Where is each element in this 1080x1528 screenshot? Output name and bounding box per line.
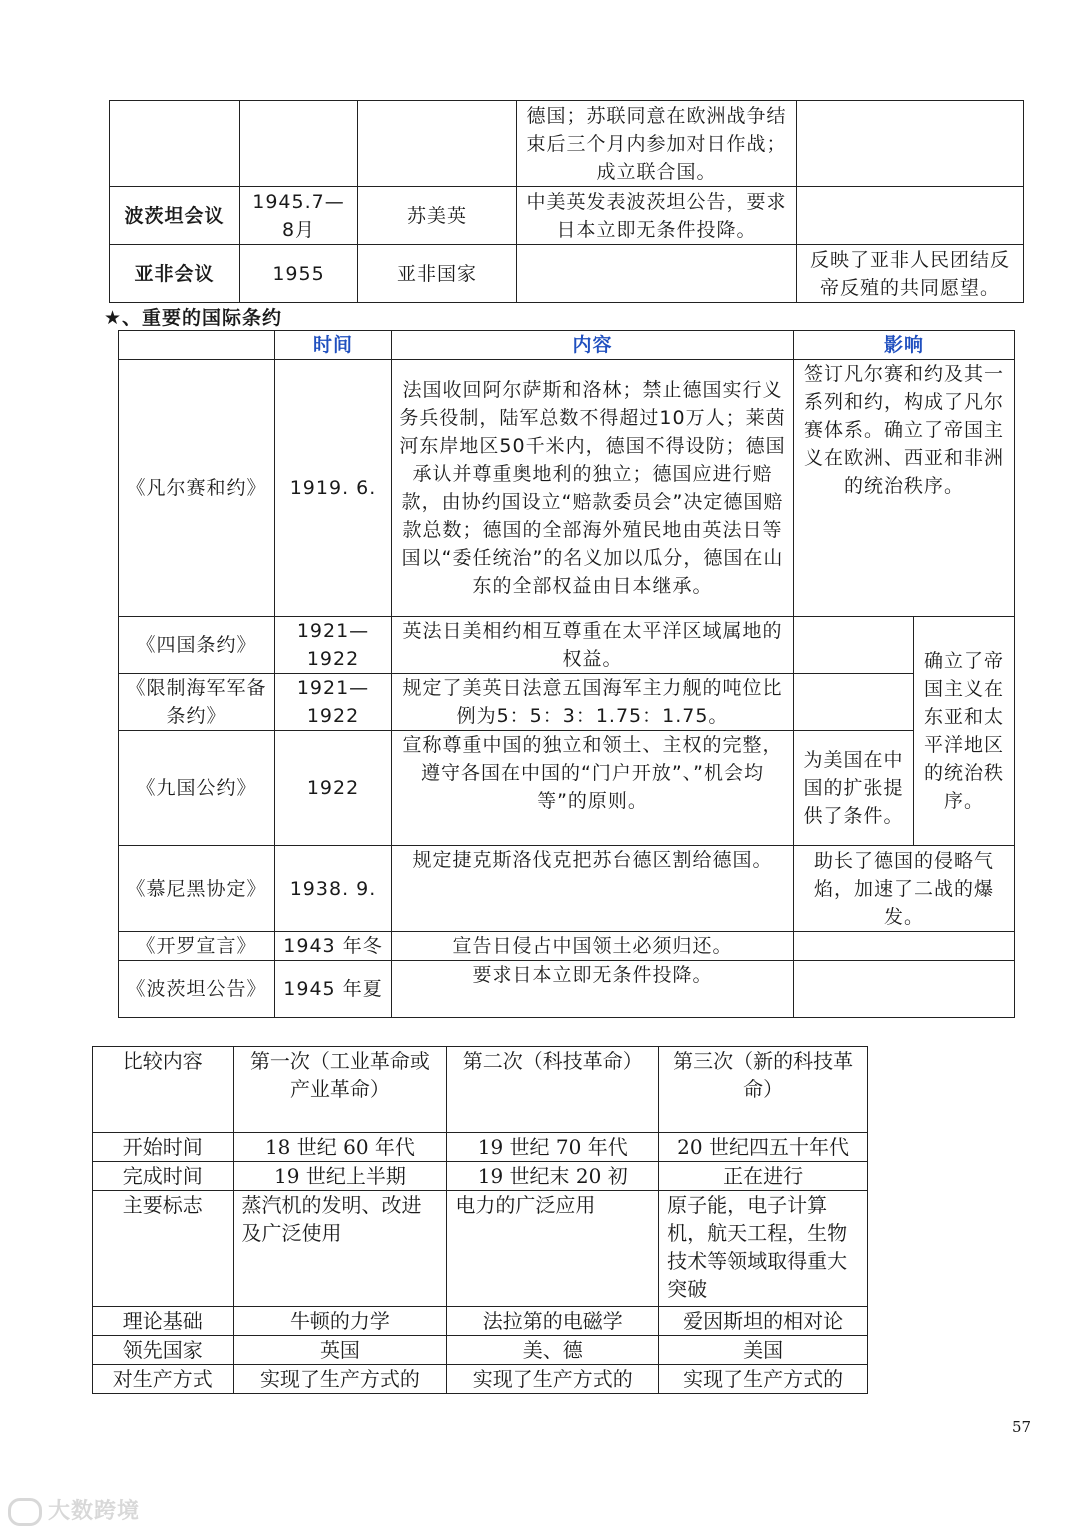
revolution-table: [92, 1046, 868, 1394]
second-cell: 实现了生产方式的: [447, 1365, 659, 1394]
conference-countries: [358, 101, 517, 187]
treaty-content: 法国收回阿尔萨斯和洛林；禁止德国实行义务兵役制，陆军总数不得超过10万人；莱茵河东岸地区50千米内，德国不得设防；德国承认并尊重奥地利的独立；德国应进行赔款，由协约国设立“赔款委员会”决定德国赔款总数；德国的全部海外殖民地由英法日等国以“委任统治”的名义加以瓜分，德国在山东的全部权益由日本继承。: [392, 360, 794, 617]
treaty-content: 宣告日侵占中国领土必须归还。: [392, 932, 794, 961]
table-row: [119, 731, 1015, 846]
conference-countries: 苏美英: [358, 187, 517, 245]
treaty-impact-empty: [794, 674, 914, 731]
table-row: [119, 932, 1015, 961]
treaty-name: 《开罗宣言》: [119, 932, 275, 961]
third-cell: 正在进行: [659, 1162, 868, 1191]
table-row: [119, 674, 1015, 731]
treaty-name: 《凡尔赛和约》: [119, 360, 275, 617]
third-cell: 美国: [659, 1336, 868, 1365]
treaty-impact: [794, 932, 1015, 961]
conference-countries: 亚非国家: [358, 245, 517, 303]
third-cell: 实现了生产方式的: [659, 1365, 868, 1394]
conference-impact: 反映了亚非人民团结反帝反殖的共同愿望。: [797, 245, 1024, 303]
table-row: [119, 961, 1015, 1018]
conference-name: 波茨坦会议: [110, 187, 240, 245]
section-title: ★、重要的国际条约: [104, 307, 283, 329]
header-second: 第二次（科技革命）: [447, 1047, 659, 1133]
treaty-impact: [794, 961, 1015, 1018]
watermark-text: 大数跨境: [48, 1499, 141, 1524]
washington-system-impact: 确立了帝国主义在东亚和太平洋地区的统治秩序。: [914, 617, 1015, 846]
treaty-time: 1919. 6.: [275, 360, 392, 617]
treaty-time: 1921—1922: [275, 617, 392, 674]
row-label: 开始时间: [93, 1133, 234, 1162]
treaty-content: 规定捷克斯洛伐克把苏台德区割给德国。: [392, 846, 794, 932]
treaty-table: [118, 330, 1015, 1018]
table-header-row: [93, 1047, 868, 1133]
conference-impact: [797, 101, 1024, 187]
conference-content: 中美英发表波茨坦公告，要求日本立即无条件投降。: [517, 187, 797, 245]
page-number: 57: [1012, 1418, 1032, 1436]
second-cell: 19 世纪 70 年代: [447, 1133, 659, 1162]
first-cell: 牛顿的力学: [233, 1307, 447, 1336]
conference-name: [110, 101, 240, 187]
table-row: [93, 1336, 868, 1365]
treaty-name: 《波茨坦公告》: [119, 961, 275, 1018]
header-name: [119, 331, 275, 360]
header-time: 时间: [275, 331, 392, 360]
treaty-content: 要求日本立即无条件投降。: [392, 961, 794, 1018]
first-cell: 实现了生产方式的: [233, 1365, 447, 1394]
conference-time: [240, 101, 358, 187]
treaty-time: 1943 年冬: [275, 932, 392, 961]
first-cell: 18 世纪 60 年代: [233, 1133, 447, 1162]
treaty-time: 1922: [275, 731, 392, 846]
conference-time: 1945.7—8月: [240, 187, 358, 245]
third-cell: 20 世纪四五十年代: [659, 1133, 868, 1162]
treaty-impact-empty: [794, 617, 914, 674]
table-row: [110, 187, 1024, 245]
conference-time: 1955: [240, 245, 358, 303]
first-cell: 19 世纪上半期: [233, 1162, 447, 1191]
third-cell: 原子能，电子计算机，航天工程，生物技术等领域取得重大突破: [659, 1191, 868, 1307]
second-cell: 美、德: [447, 1336, 659, 1365]
table-row: [110, 101, 1024, 187]
treaty-name: 《慕尼黑协定》: [119, 846, 275, 932]
row-label: 理论基础: [93, 1307, 234, 1336]
conference-content: 德国；苏联同意在欧洲战争结束后三个月内参加对日作战；成立联合国。: [517, 101, 797, 187]
second-cell: 19 世纪末 20 初: [447, 1162, 659, 1191]
table-row: [93, 1191, 868, 1307]
conference-table: [109, 100, 1024, 303]
header-impact: 影响: [794, 331, 1015, 360]
treaty-impact: 助长了德国的侵略气焰，加速了二战的爆发。: [794, 846, 1015, 932]
second-cell: 电力的广泛应用: [447, 1191, 659, 1307]
treaty-content: 宣称尊重中国的独立和领土、主权的完整，遵守各国在中国的“门户开放”、”机会均等”的原则。: [392, 731, 794, 846]
conference-impact: [797, 187, 1024, 245]
header-first: 第一次（工业革命或产业革命）: [233, 1047, 447, 1133]
table-header-row: [119, 331, 1015, 360]
treaty-name: 《九国公约》: [119, 731, 275, 846]
row-label: 对生产方式: [93, 1365, 234, 1394]
treaty-name: 《四国条约》: [119, 617, 275, 674]
treaty-content: 规定了美英日法意五国海军主力舰的吨位比例为5：5：3：1.75：1.75。: [392, 674, 794, 731]
table-row: [93, 1162, 868, 1191]
table-row: [93, 1133, 868, 1162]
treaty-impact: 为美国在中国的扩张提供了条件。: [794, 731, 914, 846]
watermark-logo-icon: [8, 1498, 42, 1526]
first-cell: 蒸汽机的发明、改进及广泛使用: [233, 1191, 447, 1307]
third-cell: 爱因斯坦的相对论: [659, 1307, 868, 1336]
table-row: [119, 617, 1015, 674]
header-label: 比较内容: [93, 1047, 234, 1133]
conference-content: [517, 245, 797, 303]
table-row: [119, 360, 1015, 617]
table-row: [110, 245, 1024, 303]
conference-name: 亚非会议: [110, 245, 240, 303]
watermark: [8, 1494, 140, 1526]
table-row: [119, 846, 1015, 932]
treaty-time: 1945 年夏: [275, 961, 392, 1018]
second-cell: 法拉第的电磁学: [447, 1307, 659, 1336]
header-third: 第三次（新的科技革命）: [659, 1047, 868, 1133]
row-label: 主要标志: [93, 1191, 234, 1307]
row-label: 领先国家: [93, 1336, 234, 1365]
treaty-time: 1938. 9.: [275, 846, 392, 932]
row-label: 完成时间: [93, 1162, 234, 1191]
header-content: 内容: [392, 331, 794, 360]
table-row: [93, 1365, 868, 1394]
treaty-time: 1921—1922: [275, 674, 392, 731]
first-cell: 英国: [233, 1336, 447, 1365]
treaty-name: 《限制海军军备条约》: [119, 674, 275, 731]
treaty-impact: 签订凡尔赛和约及其一系列和约，构成了凡尔赛体系。确立了帝国主义在欧洲、西亚和非洲的统治秩序。: [794, 360, 1015, 617]
treaty-content: 英法日美相约相互尊重在太平洋区域属地的权益。: [392, 617, 794, 674]
table-row: [93, 1307, 868, 1336]
